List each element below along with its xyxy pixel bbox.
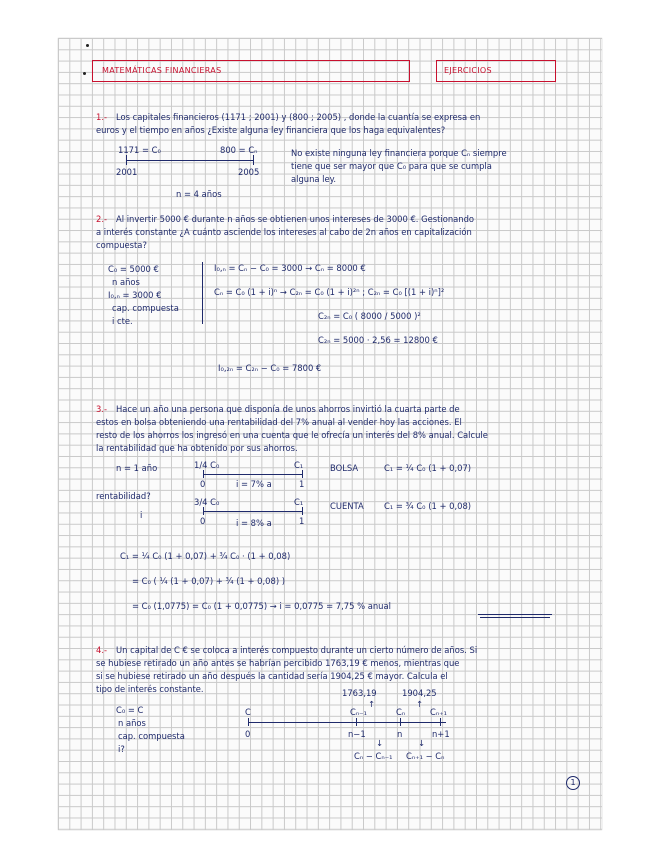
ex4-number: 4.- — [96, 645, 108, 655]
ex4-tick-n-1 — [356, 718, 357, 726]
ex4-question-line2: se hubiese retirado un año antes se habrían percibido 1763,19 € menos, mientras que — [96, 658, 460, 668]
ex3-zero-1: 0 — [200, 479, 206, 489]
ex4-timeline — [248, 722, 446, 723]
ex3-n: n = 1 año — [116, 463, 158, 473]
ex3-timeline-2 — [203, 511, 303, 512]
ex4-data1: C₀ = C — [116, 705, 144, 715]
ex3-question-line3: resto de los ahorros los ingresó en una cuenta que le ofrecía un interés del 8% anual. Calcule — [96, 430, 488, 440]
ex3-question-line1: Hace un año una persona que disponía de unos ahorros invirtió la cuarta parte de — [116, 404, 460, 414]
ex3-quarter: 1/4 C₀ — [194, 460, 220, 470]
ex3-solution-line3: = C₀ (1,0775) = C₀ (1 + 0,0775) → i = 0,0775 = 7,75 % anual — [132, 601, 391, 611]
ex4-t-zero: 0 — [245, 729, 251, 739]
ex4-value-1763: 1763,19 — [342, 688, 377, 698]
ex1-timeline — [126, 160, 254, 161]
ex3-tick1b — [302, 470, 303, 478]
ex1-n: n = 4 años — [176, 189, 222, 199]
ex2-number: 2.- — [96, 214, 108, 224]
ex2-eq2: Cₙ = C₀ (1 + i)ⁿ → C₂ₙ = C₀ (1 + i)²ⁿ ; C₂ₙ = C₀ [(1 + i)ⁿ]² — [214, 287, 445, 297]
ex4-tick-n — [400, 718, 401, 726]
page-number: 1 — [566, 776, 580, 790]
ex1-c0: 1171 = C₀ — [118, 145, 161, 155]
ex1-tick-start — [126, 155, 127, 165]
ex3-rate-2: i = 8% a — [236, 518, 272, 528]
ex2-data4: cap. compuesta — [112, 303, 179, 313]
ex3-question-line4: la rentabilidad que ha obtenido por sus ahorros. — [96, 443, 298, 453]
ex3-three-quarters: 3/4 C₀ — [194, 497, 220, 507]
ex2-eq3: C₂ₙ = C₀ ( 8000 / 5000 )² — [318, 311, 421, 321]
ex3-solution-line2: = C₀ ( ¼ (1 + 0,07) + ¾ (1 + 0,08) ) — [132, 576, 286, 586]
ex3-bolsa-formula: C₁ = ¼ C₀ (1 + 0,07) — [384, 463, 472, 473]
section-title: EJERCICIOS — [444, 66, 492, 75]
ex3-tick2b — [302, 507, 303, 515]
ex4-t-n-minus1: n−1 — [348, 729, 366, 739]
ex1-number: 1.- — [96, 112, 108, 122]
margin-dot — [86, 44, 89, 47]
ex2-data5: i cte. — [112, 316, 133, 326]
ex4-t-n-plus1: n+1 — [432, 729, 450, 739]
ex3-i: i — [140, 510, 143, 520]
ex3-solution-line1: C₁ = ¼ C₀ (1 + 0,07) + ¾ C₀ · (1 + 0,08) — [120, 551, 291, 561]
ex2-divider — [202, 262, 203, 324]
ex2-eq5: I₀,₂ₙ = C₂ₙ − C₀ = 7800 € — [218, 363, 322, 373]
ex3-one-2: 1 — [299, 516, 305, 526]
margin-dot — [83, 72, 86, 75]
ex3-timeline-1 — [203, 474, 303, 475]
ex4-t-n: n — [397, 729, 403, 739]
ex4-difference-1: Cₙ − Cₙ₋₁ — [354, 751, 393, 761]
ex2-question-line3: compuesta? — [96, 240, 147, 250]
ex4-data2: n años — [118, 718, 146, 728]
ex3-cuenta-formula: C₁ = ¾ C₀ (1 + 0,08) — [384, 501, 472, 511]
ex3-cuenta-label: CUENTA — [330, 501, 364, 511]
ex2-data2: n años — [112, 277, 140, 287]
ex1-tn: 2005 — [238, 167, 260, 177]
ex1-tick-end — [253, 155, 254, 165]
subject-title: MATEMÁTICAS FINANCIERAS — [102, 66, 222, 75]
ex4-question-line4: tipo de interés constante. — [96, 684, 204, 694]
ex3-number: 3.- — [96, 404, 108, 414]
ex4-value-1904: 1904,25 — [402, 688, 437, 698]
ex2-eq4: C₂ₙ = 5000 · 2,56 = 12800 € — [318, 335, 438, 345]
ex3-zero-2: 0 — [200, 516, 206, 526]
ex3-bolsa-label: BOLSA — [330, 463, 359, 473]
ex3-result-underline — [478, 614, 552, 615]
ex2-question-line2: a interés constante ¿A cuánto asciende los intereses al cabo de 2n años en capitalización — [96, 227, 472, 237]
ex2-data1: C₀ = 5000 € — [108, 264, 159, 274]
ex1-t0: 2001 — [116, 167, 138, 177]
ex4-cn-minus1: Cₙ₋₁ — [350, 707, 367, 717]
ex4-tick-0 — [248, 718, 249, 726]
ex1-answer-line2: tiene que ser mayor que C₀ para que se cumpla — [291, 161, 492, 171]
ex4-c: C — [245, 707, 251, 717]
ex4-data3: cap. compuesta — [118, 731, 185, 741]
ex4-data4: i? — [118, 744, 125, 754]
ex1-answer-line1: No existe ninguna ley financiera porque Cₙ siempre — [291, 148, 507, 158]
ex3-question-line2: estos en bolsa obteniendo una rentabilidad del 7% anual al vender hoy las acciones. El — [96, 417, 462, 427]
ex4-arrow-down-1: ↓ — [376, 738, 384, 748]
ex4-question-line3: si se hubiese retirado un año después la cantidad sería 1904,25 € mayor. Calcula el — [96, 671, 448, 681]
ex3-rate-1: i = 7% a — [236, 479, 272, 489]
ex4-tick-n+1 — [440, 718, 441, 726]
ex3-result-underline-2 — [480, 617, 550, 618]
ex2-question-line1: Al invertir 5000 € durante n años se obtienen unos intereses de 3000 €. Gestionando — [116, 214, 475, 224]
ex2-data3: I₀,ₙ = 3000 € — [108, 290, 162, 300]
ex3-one-1: 1 — [299, 479, 305, 489]
ex4-arrow-down-2: ↓ — [418, 738, 426, 748]
ex3-c1-top: C₁ — [294, 460, 304, 470]
ex4-question-line1: Un capital de C € se coloca a interés compuesto durante un cierto número de años. Si — [116, 645, 478, 655]
ex3-tick2a — [203, 507, 204, 515]
ex1-question-line1: Los capitales financieros (1171 ; 2001) y (800 ; 2005) , donde la cuantía se expresa en — [116, 112, 481, 122]
ex4-difference-2: Cₙ₊₁ − Cₙ — [406, 751, 445, 761]
ex4-cn: Cₙ — [396, 707, 406, 717]
ex1-question-line2: euros y el tiempo en años ¿Existe alguna ley financiera que los haga equivalentes? — [96, 125, 446, 135]
ex3-rentabilidad: rentabilidad? — [96, 491, 151, 501]
ex3-c1-bottom: C₁ — [294, 497, 304, 507]
ex4-arrow-up-1: ↑ — [368, 699, 376, 709]
ex4-cn-plus1: Cₙ₊₁ — [430, 707, 447, 717]
ex1-answer-line3: alguna ley. — [291, 174, 337, 184]
ex3-tick1a — [203, 470, 204, 478]
ex1-cn: 800 = Cₙ — [220, 145, 258, 155]
ex2-eq1: I₀,ₙ = Cₙ − C₀ = 3000 → Cₙ = 8000 € — [214, 263, 366, 273]
ex4-arrow-up-2: ↑ — [416, 699, 424, 709]
